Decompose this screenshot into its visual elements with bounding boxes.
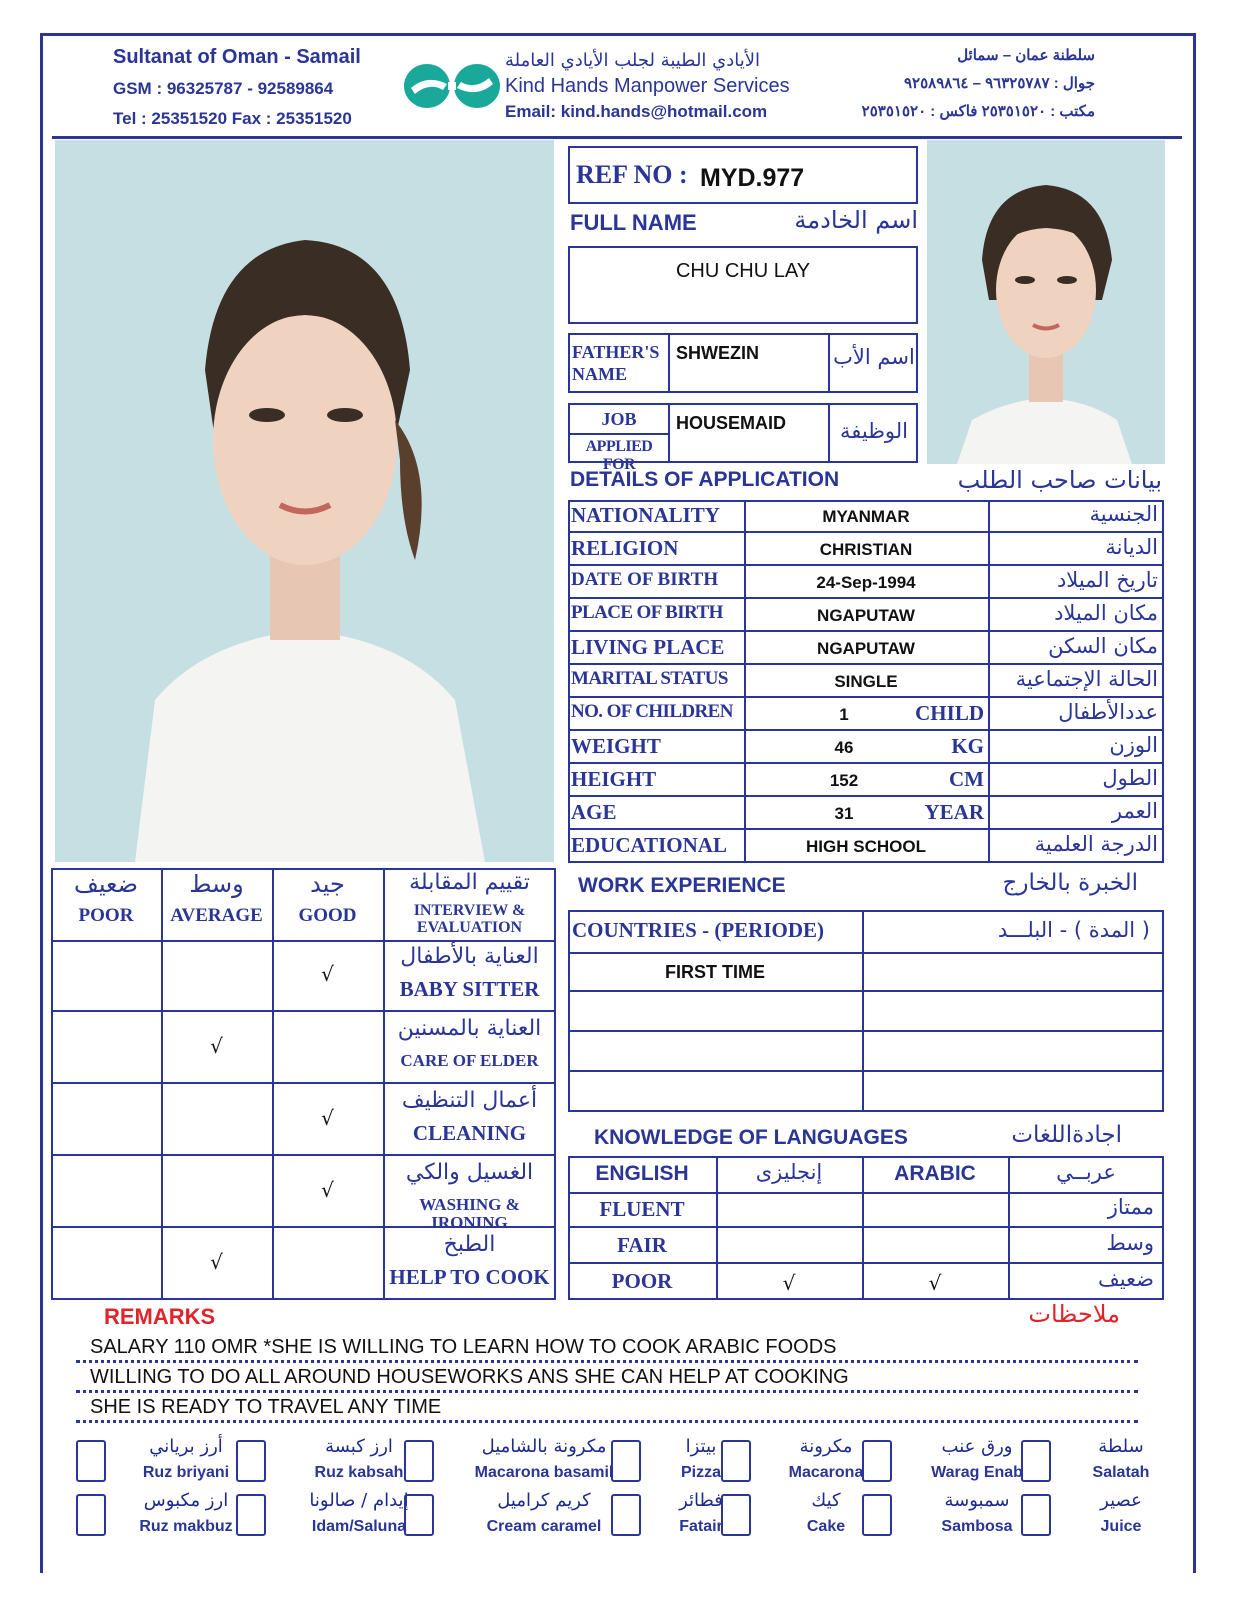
eval-header-english: GOOD xyxy=(298,905,357,926)
food-checkbox[interactable] xyxy=(236,1494,266,1536)
food-checkbox[interactable] xyxy=(236,1440,266,1482)
detail-label-arabic: الطول xyxy=(1102,766,1158,790)
grid-line xyxy=(51,1298,556,1300)
food-name-arabic: فطائر xyxy=(679,1490,723,1511)
grid-line xyxy=(568,990,1164,992)
eval-header-english: INTERVIEW & EVALUATION xyxy=(413,902,526,936)
food-checkbox[interactable] xyxy=(721,1494,751,1536)
company-name-arabic: الأيادي الطيبة لجلب الأيادي العاملة xyxy=(505,50,761,71)
header-divider xyxy=(52,136,1182,139)
detail-value: NGAPUTAW xyxy=(817,606,915,625)
detail-value: NGAPUTAW xyxy=(817,639,915,658)
eval-tick[interactable]: √ xyxy=(321,1178,334,1202)
detail-unit: CM xyxy=(949,767,984,791)
food-name-arabic: مكرونة بالشاميل xyxy=(481,1436,607,1457)
full-name-value: CHU CHU LAY xyxy=(675,260,811,282)
lang-level-english: FAIR xyxy=(617,1233,667,1257)
food-checkbox[interactable] xyxy=(404,1494,434,1536)
eval-skill-arabic: الطبخ xyxy=(443,1232,496,1257)
detail-label-arabic: مكان السكن xyxy=(1048,634,1158,658)
grid-line xyxy=(568,828,1164,830)
remark-line-1: SALARY 110 OMR *SHE IS WILLING TO LEARN HOW TO COOK ARABIC FOODS xyxy=(90,1336,837,1358)
food-name-arabic: كيك xyxy=(811,1490,841,1511)
detail-label-arabic: الدرجة العلمية xyxy=(1034,832,1158,856)
eval-skill-arabic: العناية بالأطفال xyxy=(400,944,539,969)
lang-arabic-header: ARABIC xyxy=(894,1162,976,1185)
eval-tick[interactable]: √ xyxy=(210,1034,223,1058)
detail-value: CHRISTIAN xyxy=(819,540,913,559)
detail-label: EDUCATIONAL xyxy=(571,833,727,857)
detail-value: SINGLE xyxy=(834,672,898,691)
detail-label: NO. OF CHILDREN xyxy=(571,701,733,722)
header-location: Sultanat of Oman - Samail xyxy=(113,46,361,68)
grid-line xyxy=(568,531,1164,533)
work-experience-table xyxy=(568,910,1164,1116)
food-checkbox[interactable] xyxy=(404,1440,434,1482)
languages-title: KNOWLEDGE OF LANGUAGES xyxy=(594,1126,908,1149)
eval-header-arabic: تقييم المقابلة xyxy=(409,870,530,895)
header-gsm: GSM : 96325787 - 92589864 xyxy=(113,79,334,98)
work-experience-title: WORK EXPERIENCE xyxy=(578,874,786,897)
eval-tick[interactable]: √ xyxy=(210,1250,223,1274)
food-checkbox[interactable] xyxy=(862,1494,892,1536)
lang-english-header-arabic: إنجليزى xyxy=(755,1160,823,1184)
detail-value: 152 xyxy=(829,771,859,790)
father-name-box xyxy=(568,333,918,393)
food-checkbox[interactable] xyxy=(1021,1440,1051,1482)
detail-value: 46 xyxy=(834,738,854,757)
father-name-value: SHWEZIN xyxy=(676,343,759,363)
ref-no-value: MYD.977 xyxy=(700,164,805,192)
food-checkbox[interactable] xyxy=(76,1494,106,1536)
header-location-arabic: سلطنة عمان – سمائل xyxy=(957,47,1095,64)
food-name-english: Macarona xyxy=(788,1464,864,1481)
work-col-period-arabic: ( المدة ) - البلـــد xyxy=(997,918,1150,942)
grid-line xyxy=(568,1110,1164,1112)
grid-line xyxy=(568,1030,1164,1032)
food-name-arabic: ارز كبسة xyxy=(325,1436,393,1457)
grid-line xyxy=(568,597,1164,599)
food-checkbox[interactable] xyxy=(721,1440,751,1482)
detail-label-arabic: تاريخ الميلاد xyxy=(1056,568,1158,592)
food-checkbox[interactable] xyxy=(611,1494,641,1536)
grid-line xyxy=(51,1154,556,1156)
food-name-english: Ruz makbuz xyxy=(139,1518,233,1535)
food-name-arabic: ارز مكبوس xyxy=(143,1490,229,1511)
grid-line xyxy=(568,729,1164,731)
detail-label: AGE xyxy=(571,800,617,824)
detail-value: 1 xyxy=(839,705,849,724)
food-name-arabic: ورق عنب xyxy=(941,1436,1013,1457)
food-name-english: Juice xyxy=(1100,1518,1142,1535)
food-name-arabic: أرز برياني xyxy=(149,1436,223,1457)
lang-english-header: ENGLISH xyxy=(595,1162,689,1185)
eval-header-arabic: ضعيف xyxy=(73,870,139,898)
detail-label: MARITAL STATUS xyxy=(571,668,728,689)
detail-label: NATIONALITY xyxy=(571,503,720,527)
header-right xyxy=(805,46,1095,120)
detail-label: WEIGHT xyxy=(571,734,661,758)
eval-skill-arabic: الغسيل والكي xyxy=(405,1160,534,1185)
grid-line xyxy=(568,1192,1164,1194)
lang-arabic-header-arabic: عربــي xyxy=(1056,1160,1116,1184)
header-office-arabic: مكتب : ٢٥٣٥١٥٢٠ فاكس : ٢٥٣٥١٥٢٠ xyxy=(861,103,1095,120)
grid-line xyxy=(568,1226,1164,1228)
full-name-label-arabic: اسم الخادمة xyxy=(794,206,918,234)
grid-line xyxy=(568,630,1164,632)
detail-label-arabic: الديانة xyxy=(1105,535,1158,559)
eval-tick[interactable]: √ xyxy=(321,1106,334,1130)
food-name-arabic: مكرونة xyxy=(799,1436,853,1457)
detail-unit: YEAR xyxy=(924,800,984,824)
job-label-arabic: الوظيفة xyxy=(839,419,908,443)
lang-arabic-tick[interactable]: √ xyxy=(928,1271,942,1295)
eval-skill-english: HELP TO COOK xyxy=(389,1265,550,1289)
detail-value: 24-Sep-1994 xyxy=(816,573,916,592)
header-center xyxy=(505,50,805,122)
detail-label: HEIGHT xyxy=(571,767,657,791)
details-title-arabic: بيانات صاحب الطلب xyxy=(957,466,1162,494)
food-name-english: Ruz briyani xyxy=(142,1464,230,1481)
food-name-arabic: سلطة xyxy=(1098,1436,1144,1457)
grid-line xyxy=(51,868,53,1300)
food-name-english: Cake xyxy=(806,1518,846,1535)
grid-line xyxy=(1162,910,1164,1112)
food-name-english: Salatah xyxy=(1092,1464,1150,1481)
grid-line xyxy=(988,500,990,863)
father-label-line1: FATHER'S xyxy=(572,342,660,362)
job-label-line1: JOB xyxy=(601,409,637,429)
food-checkbox[interactable] xyxy=(611,1440,641,1482)
food-name-english: Macarona basamil xyxy=(474,1464,614,1481)
eval-skill-english: WASHING & IRONING xyxy=(419,1195,520,1232)
food-name-arabic: كريم كراميل xyxy=(497,1490,591,1511)
detail-label-arabic: الحالة الإجتماعية xyxy=(1015,667,1158,691)
work-experience-title-arabic: الخبرة بالخارج xyxy=(1002,870,1138,896)
food-name-arabic: عصير xyxy=(1100,1490,1142,1511)
applicant-photo-large xyxy=(55,140,554,862)
father-label-line2: NAME xyxy=(572,364,627,384)
eval-tick[interactable]: √ xyxy=(321,962,334,986)
hands-logo-icon xyxy=(403,62,501,110)
food-name-english: Sambosa xyxy=(941,1518,1013,1535)
food-checkbox[interactable] xyxy=(862,1440,892,1482)
grid-line xyxy=(1162,500,1164,863)
grid-line xyxy=(568,910,570,1112)
company-email: Email: kind.hands@hotmail.com xyxy=(505,102,768,121)
grid-line xyxy=(568,861,1164,863)
food-name-english: Cream caramel xyxy=(486,1518,602,1535)
detail-label: RELIGION xyxy=(571,536,679,560)
remark-rule-2 xyxy=(76,1390,1138,1393)
full-name-box xyxy=(568,246,918,324)
detail-label-arabic: الوزن xyxy=(1109,733,1158,757)
detail-label-arabic: الجنسية xyxy=(1089,502,1158,526)
lang-level-arabic: وسط xyxy=(1106,1231,1154,1255)
food-name-arabic: إيدام / صالونا xyxy=(309,1490,409,1511)
eval-header-arabic: وسط xyxy=(189,870,244,898)
lang-level-arabic: ضعيف xyxy=(1097,1267,1154,1291)
lang-level-english: FLUENT xyxy=(599,1197,685,1221)
remarks-label: REMARKS xyxy=(104,1304,216,1329)
food-name-english: Pizza xyxy=(680,1464,721,1481)
languages-table xyxy=(568,1156,1164,1300)
lang-level-arabic: ممتاز xyxy=(1107,1195,1154,1219)
full-name-label: FULL NAME xyxy=(570,210,697,235)
ref-no-box xyxy=(568,146,918,204)
grid-line xyxy=(568,696,1164,698)
food-item[interactable] xyxy=(1021,1436,1185,1488)
food-name-english: Ruz kabsah xyxy=(314,1464,404,1481)
grid-line xyxy=(862,910,864,1112)
details-table xyxy=(568,500,1164,864)
food-name-arabic: سمبوسة xyxy=(944,1490,1010,1511)
person-portrait-icon xyxy=(55,140,554,862)
father-name-label xyxy=(572,341,659,385)
grid-line xyxy=(568,663,1164,665)
grid-line xyxy=(568,1156,1164,1158)
details-title: DETAILS OF APPLICATION xyxy=(570,468,840,491)
header-left xyxy=(113,46,361,129)
eval-header-english: POOR xyxy=(78,905,134,926)
company-name-english: Kind Hands Manpower Services xyxy=(505,75,790,97)
grid-line xyxy=(51,940,556,942)
lang-english-tick[interactable]: √ xyxy=(782,1271,796,1295)
remark-rule-3 xyxy=(76,1420,1138,1423)
grid-line xyxy=(568,762,1164,764)
eval-skill-english: CLEANING xyxy=(412,1121,527,1145)
eval-header-arabic: جيد xyxy=(310,870,345,898)
food-name-english: Warag Enab xyxy=(931,1464,1023,1481)
company-logo xyxy=(403,62,501,110)
detail-label-arabic: مكان الميلاد xyxy=(1054,601,1158,625)
detail-label-arabic: العمر xyxy=(1111,799,1158,823)
eval-skill-english: CARE OF ELDER xyxy=(400,1051,539,1070)
food-item[interactable] xyxy=(1021,1490,1185,1542)
lang-level-english: POOR xyxy=(611,1269,673,1293)
food-item[interactable] xyxy=(76,1490,260,1542)
detail-unit: KG xyxy=(951,734,984,758)
food-name-english: Idam/Saluna xyxy=(311,1518,407,1535)
grid-line xyxy=(568,795,1164,797)
detail-label: PLACE OF BIRTH xyxy=(571,602,723,623)
grid-line xyxy=(568,1262,1164,1264)
job-value: HOUSEMAID xyxy=(676,413,787,433)
header-tel: Tel : 25351520 Fax : 25351520 xyxy=(113,109,352,128)
detail-value: 31 xyxy=(834,804,854,823)
detail-unit: CHILD xyxy=(915,701,984,725)
remarks-label-arabic: ملاحظات xyxy=(1028,1300,1120,1328)
grid-line xyxy=(51,1010,556,1012)
eval-skill-arabic: أعمال التنظيف xyxy=(401,1088,538,1113)
food-name-english: Fatair xyxy=(679,1518,723,1535)
grid-line xyxy=(51,1082,556,1084)
remark-rule-1 xyxy=(76,1360,1138,1363)
remark-line-2: WILLING TO DO ALL AROUND HOUSEWORKS ANS SHE CAN HELP AT COOKING xyxy=(90,1366,849,1388)
detail-value: HIGH SCHOOL xyxy=(806,837,926,856)
food-item[interactable] xyxy=(76,1436,260,1488)
detail-label: DATE OF BIRTH xyxy=(571,569,719,590)
ref-no-label: REF NO : xyxy=(576,160,688,189)
work-col-countries: COUNTRIES - (PERIODE) xyxy=(572,918,825,942)
grid-line xyxy=(568,952,1164,954)
languages-title-arabic: اجادةاللغات xyxy=(1011,1122,1122,1148)
eval-skill-english: BABY SITTER xyxy=(399,977,540,1001)
remark-line-3: SHE IS READY TO TRAVEL ANY TIME xyxy=(90,1396,442,1418)
eval-header-english: AVERAGE xyxy=(170,905,263,926)
header-mobile-arabic: جوال : ٩٦٣٢٥٧٨٧ – ٩٢٥٨٩٨٦٤ xyxy=(903,75,1095,92)
father-name-label-arabic: اسم الأب xyxy=(833,345,915,369)
detail-label: LIVING PLACE xyxy=(571,635,725,659)
grid-line xyxy=(568,564,1164,566)
job-label-line2: APPLIED FOR xyxy=(585,438,653,473)
evaluation-table xyxy=(51,868,556,1300)
food-checkbox[interactable] xyxy=(1021,1494,1051,1536)
eval-skill-arabic: العناية بالمسنين xyxy=(397,1016,542,1041)
detail-label-arabic: عددالأطفال xyxy=(1058,700,1158,724)
job-box xyxy=(568,403,918,473)
grid-line xyxy=(272,868,274,1300)
food-name-arabic: بيتزا xyxy=(685,1436,717,1457)
work-row-value: FIRST TIME xyxy=(665,962,765,982)
grid-line xyxy=(568,1070,1164,1072)
person-portrait-small-icon xyxy=(927,140,1165,464)
grid-line xyxy=(161,868,163,1300)
detail-value: MYANMAR xyxy=(822,507,910,526)
grid-line xyxy=(568,500,570,863)
applicant-photo-small xyxy=(927,140,1165,464)
food-checkbox[interactable] xyxy=(76,1440,106,1482)
grid-line xyxy=(568,910,1164,912)
